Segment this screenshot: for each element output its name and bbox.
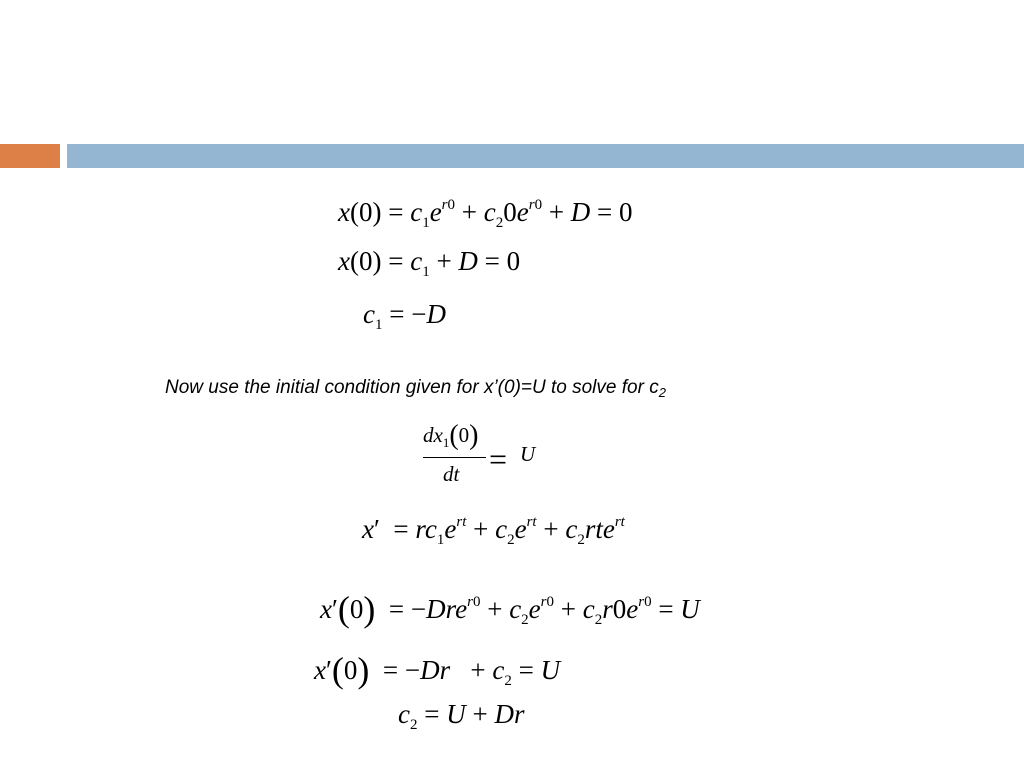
equation-8: $c_2 = U + Dr$	[398, 699, 525, 733]
equals-sign: =	[489, 441, 508, 477]
equation-5: $x' = rc_1e^{rt} + c_2e^{rt} + c_2rte^{rt}$	[362, 514, 625, 548]
equation-2: $x(0) = c_1 + D = 0$	[338, 246, 521, 280]
fraction-denominator: dt	[443, 462, 460, 486]
fraction-rhs: U	[520, 442, 536, 466]
equation-1: $x(0) = c_1e^{r0} + c_20e^{r0} + D = 0$	[338, 197, 633, 231]
accent-bar	[0, 144, 60, 168]
equation-6: $x'(0) = -Dre^{r0} + c_2e^{r0} + c_2r0e^{r0} = U$	[320, 589, 700, 629]
instruction-text	[165, 377, 666, 399]
instruction-subscript: 2	[658, 385, 666, 400]
header-bar	[67, 144, 1024, 168]
instruction-main: Now use the initial condition given for x’(0)=U to solve for c	[165, 377, 659, 398]
fraction-numerator: $dx_1(0)$	[423, 420, 479, 451]
equation-7: $x'(0) = -Dr + c_2 = U$	[314, 650, 561, 690]
fraction-line	[423, 457, 486, 458]
equation-3: $c_1 = -D$	[363, 299, 446, 333]
